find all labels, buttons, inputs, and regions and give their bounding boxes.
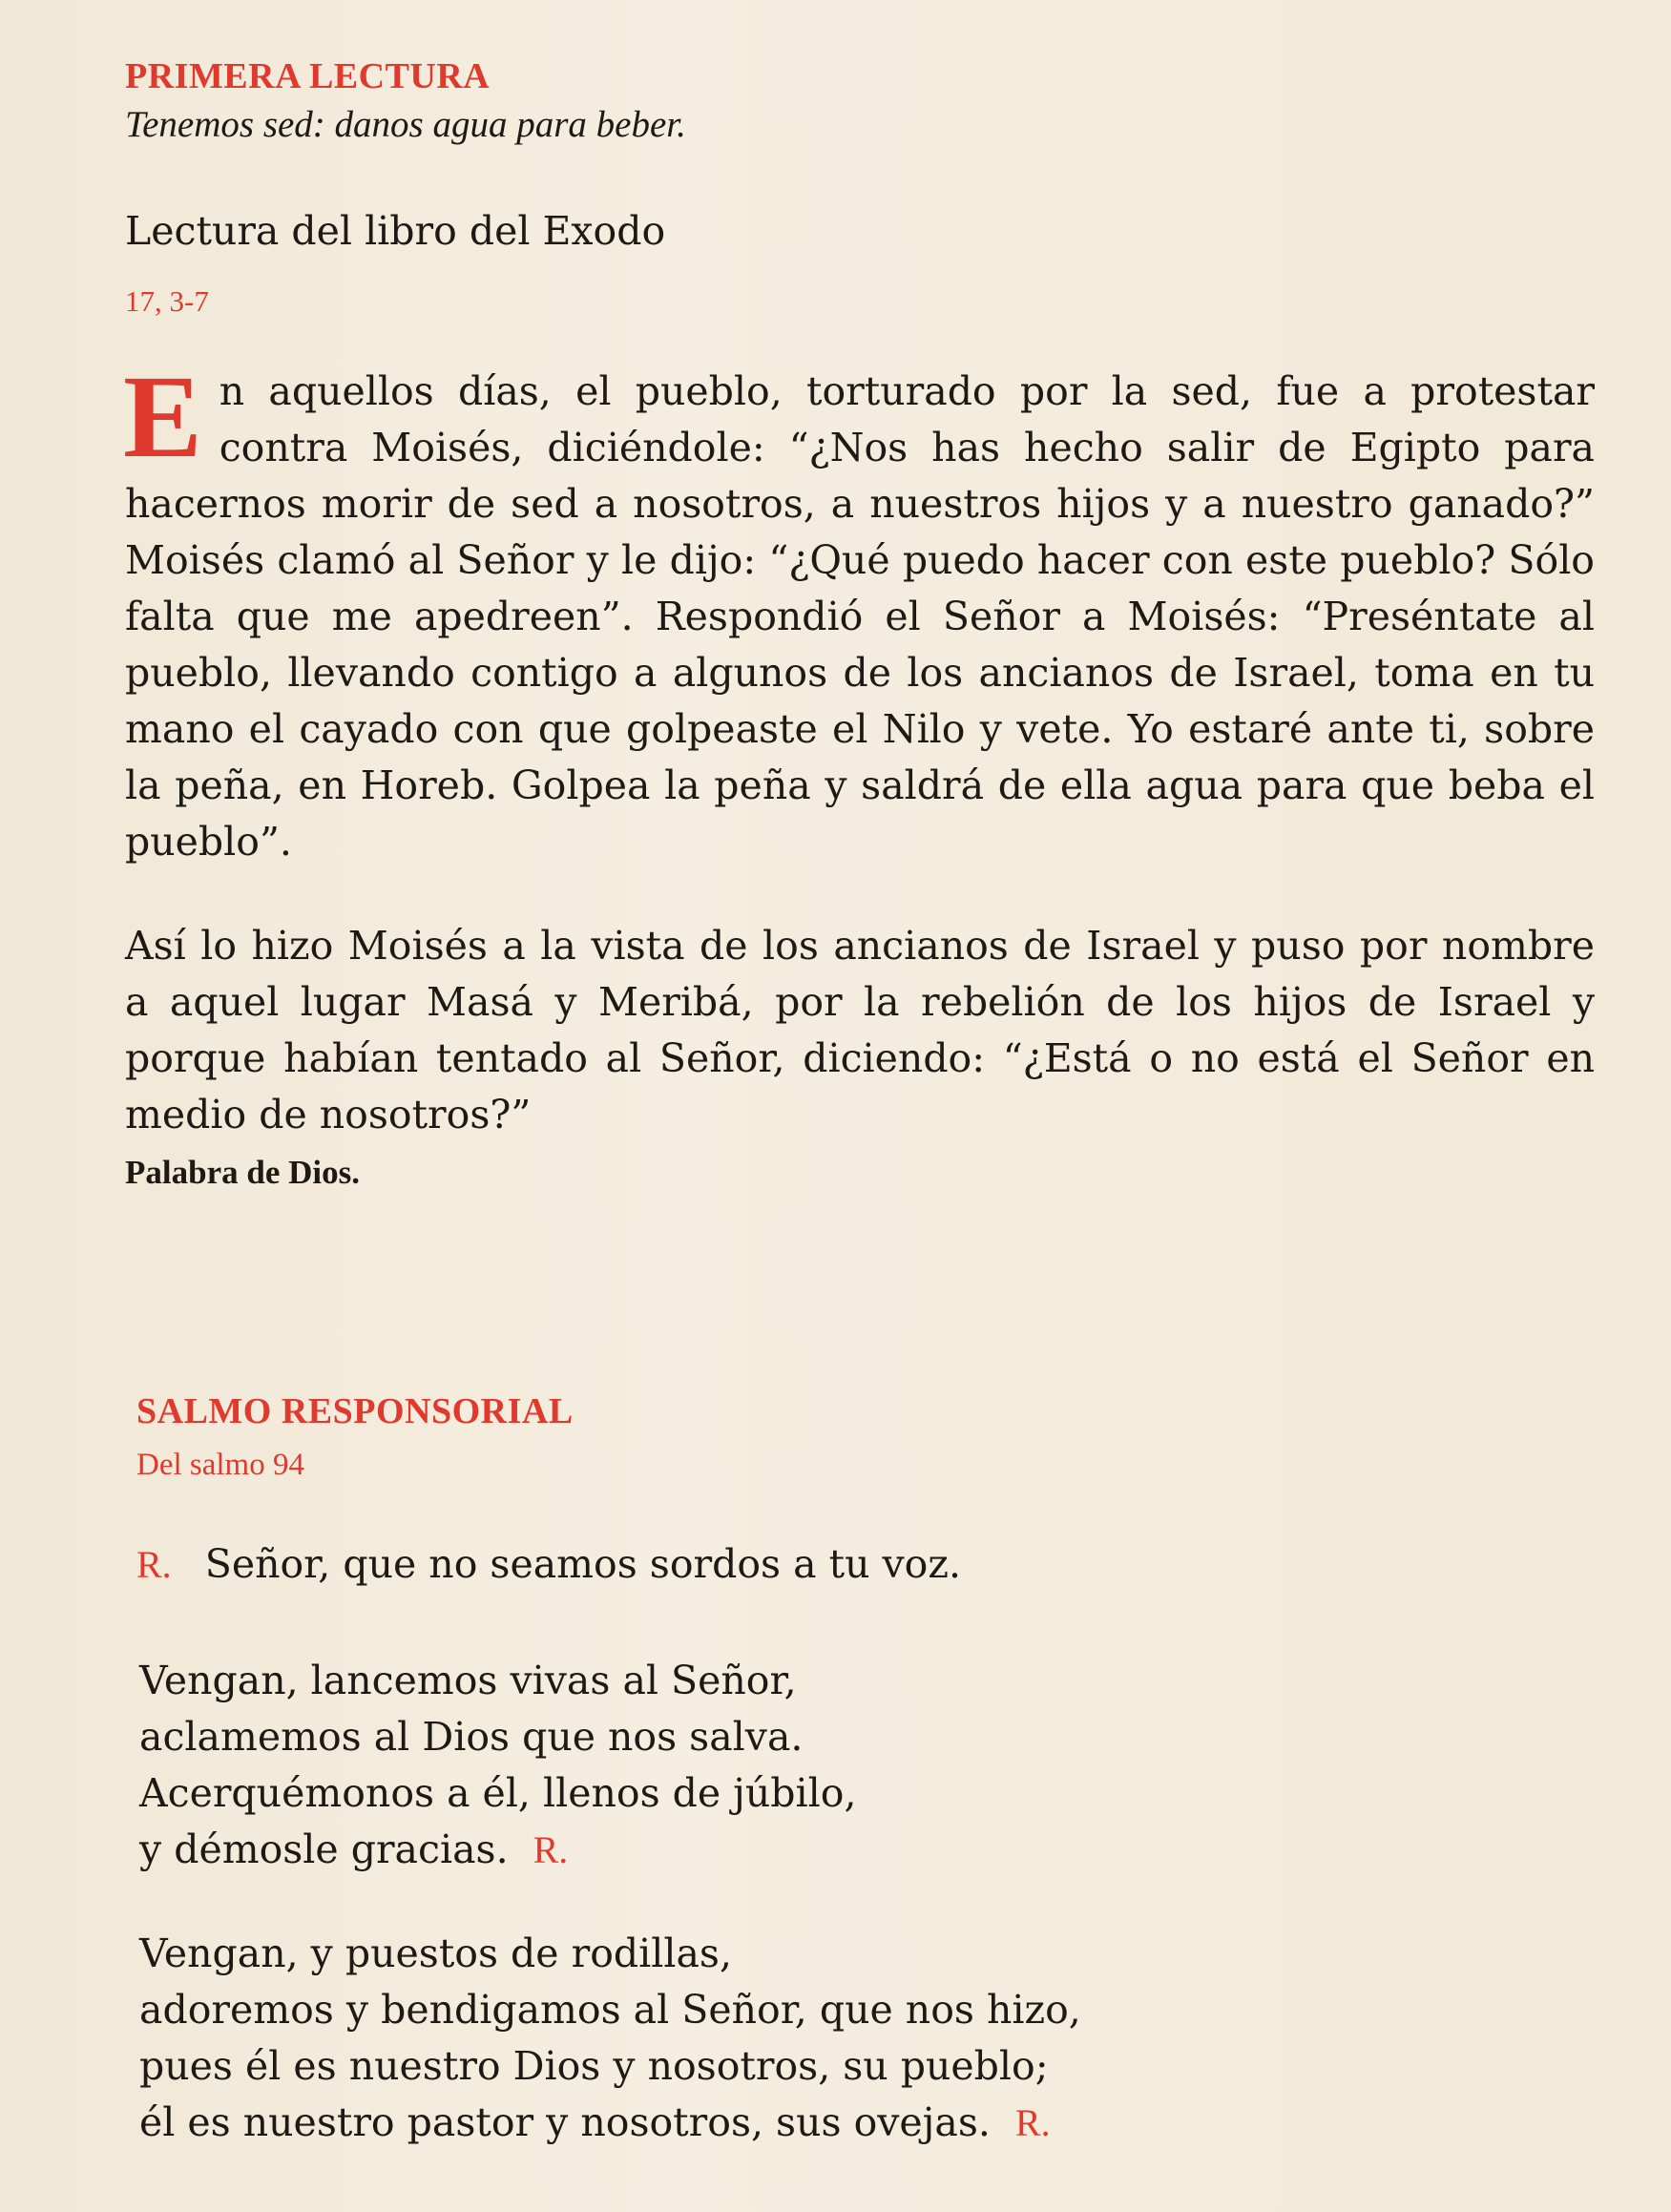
reading-paragraph-2: Así lo hizo Moisés a la vista de los ancianos de Israel y puso por nombre a aquel lugar Masá y Meribá, por la rebelión de los hijos de Israel y porque habían tentado al Señor, diciendo: “¿Está o no está el Señor en medio de nosotros?” [125,923,1595,1137]
response-marker: R. [136,1543,172,1586]
psalm-stanza-2 [139,1926,1081,2151]
reading-paragraph-1 [123,351,1595,870]
stanza-2-response-marker: R. [1014,2101,1051,2144]
psalm-response [136,1541,961,1587]
stanza-line: adoremos y bendigamos al Señor, que nos hizo, [139,1987,1081,2033]
closing-phrase: Palabra de Dios. [125,1154,360,1191]
stanza-line: Vengan, lancemos vivas al Señor, [139,1658,797,1703]
reading-reference: 17, 3-7 [125,284,209,318]
paragraph-1-text: n aquellos días, el pueblo, torturado por la sed, fue a protestar contra Moisés, diciéndole: “¿Nos has hecho salir de Egipto para hacernos morir de sed a nosotros, a nuestros hijos y a nuestro ganado?” Moisés clamó al Señor y le dijo: “¿Qué puedo hacer con este pueblo? Sólo falta que me apedreen”. Respondió el Señor a Moisés: “Preséntate al pueblo, llevando contigo a algunos de los ancianos de Israel, toma en tu mano el cayado con que golpeaste el Nilo y vete. Yo estaré ante ti, sobre la peña, en Horeb. Golpea la peña y saldrá de ella agua para que beba el pueblo”. [125,368,1595,865]
book-title: Lectura del libro del Exodo [125,208,666,254]
stanza-line: pues él es nuestro Dios y nosotros, su pueblo; [139,2043,1049,2089]
psalm-reference: Del salmo 94 [136,1448,304,1482]
stanza-line: aclamemos al Dios que nos salva. [139,1714,804,1760]
psalm-heading: SALMO RESPONSORIAL [136,1391,574,1431]
stanza-1-response-marker: R. [533,1828,569,1871]
drop-cap: E [123,351,202,482]
stanza-line [139,1822,857,1878]
psalm-stanza-1 [139,1653,857,1878]
reading-heading: PRIMERA LECTURA [125,56,491,96]
reading-subtitle: Tenemos sed: danos agua para beber. [125,104,686,145]
stanza-line-text: y démosle gracias. [139,1826,509,1872]
stanza-line: Vengan, y puestos de rodillas, [139,1930,732,1976]
stanza-line [139,2095,1081,2151]
stanza-line: Acerquémonos a él, llenos de júbilo, [139,1770,857,1816]
response-text: Señor, que no seamos sordos a tu voz. [204,1541,961,1587]
stanza-line-text: él es nuestro pastor y nosotros, sus ovejas. [139,2099,991,2145]
